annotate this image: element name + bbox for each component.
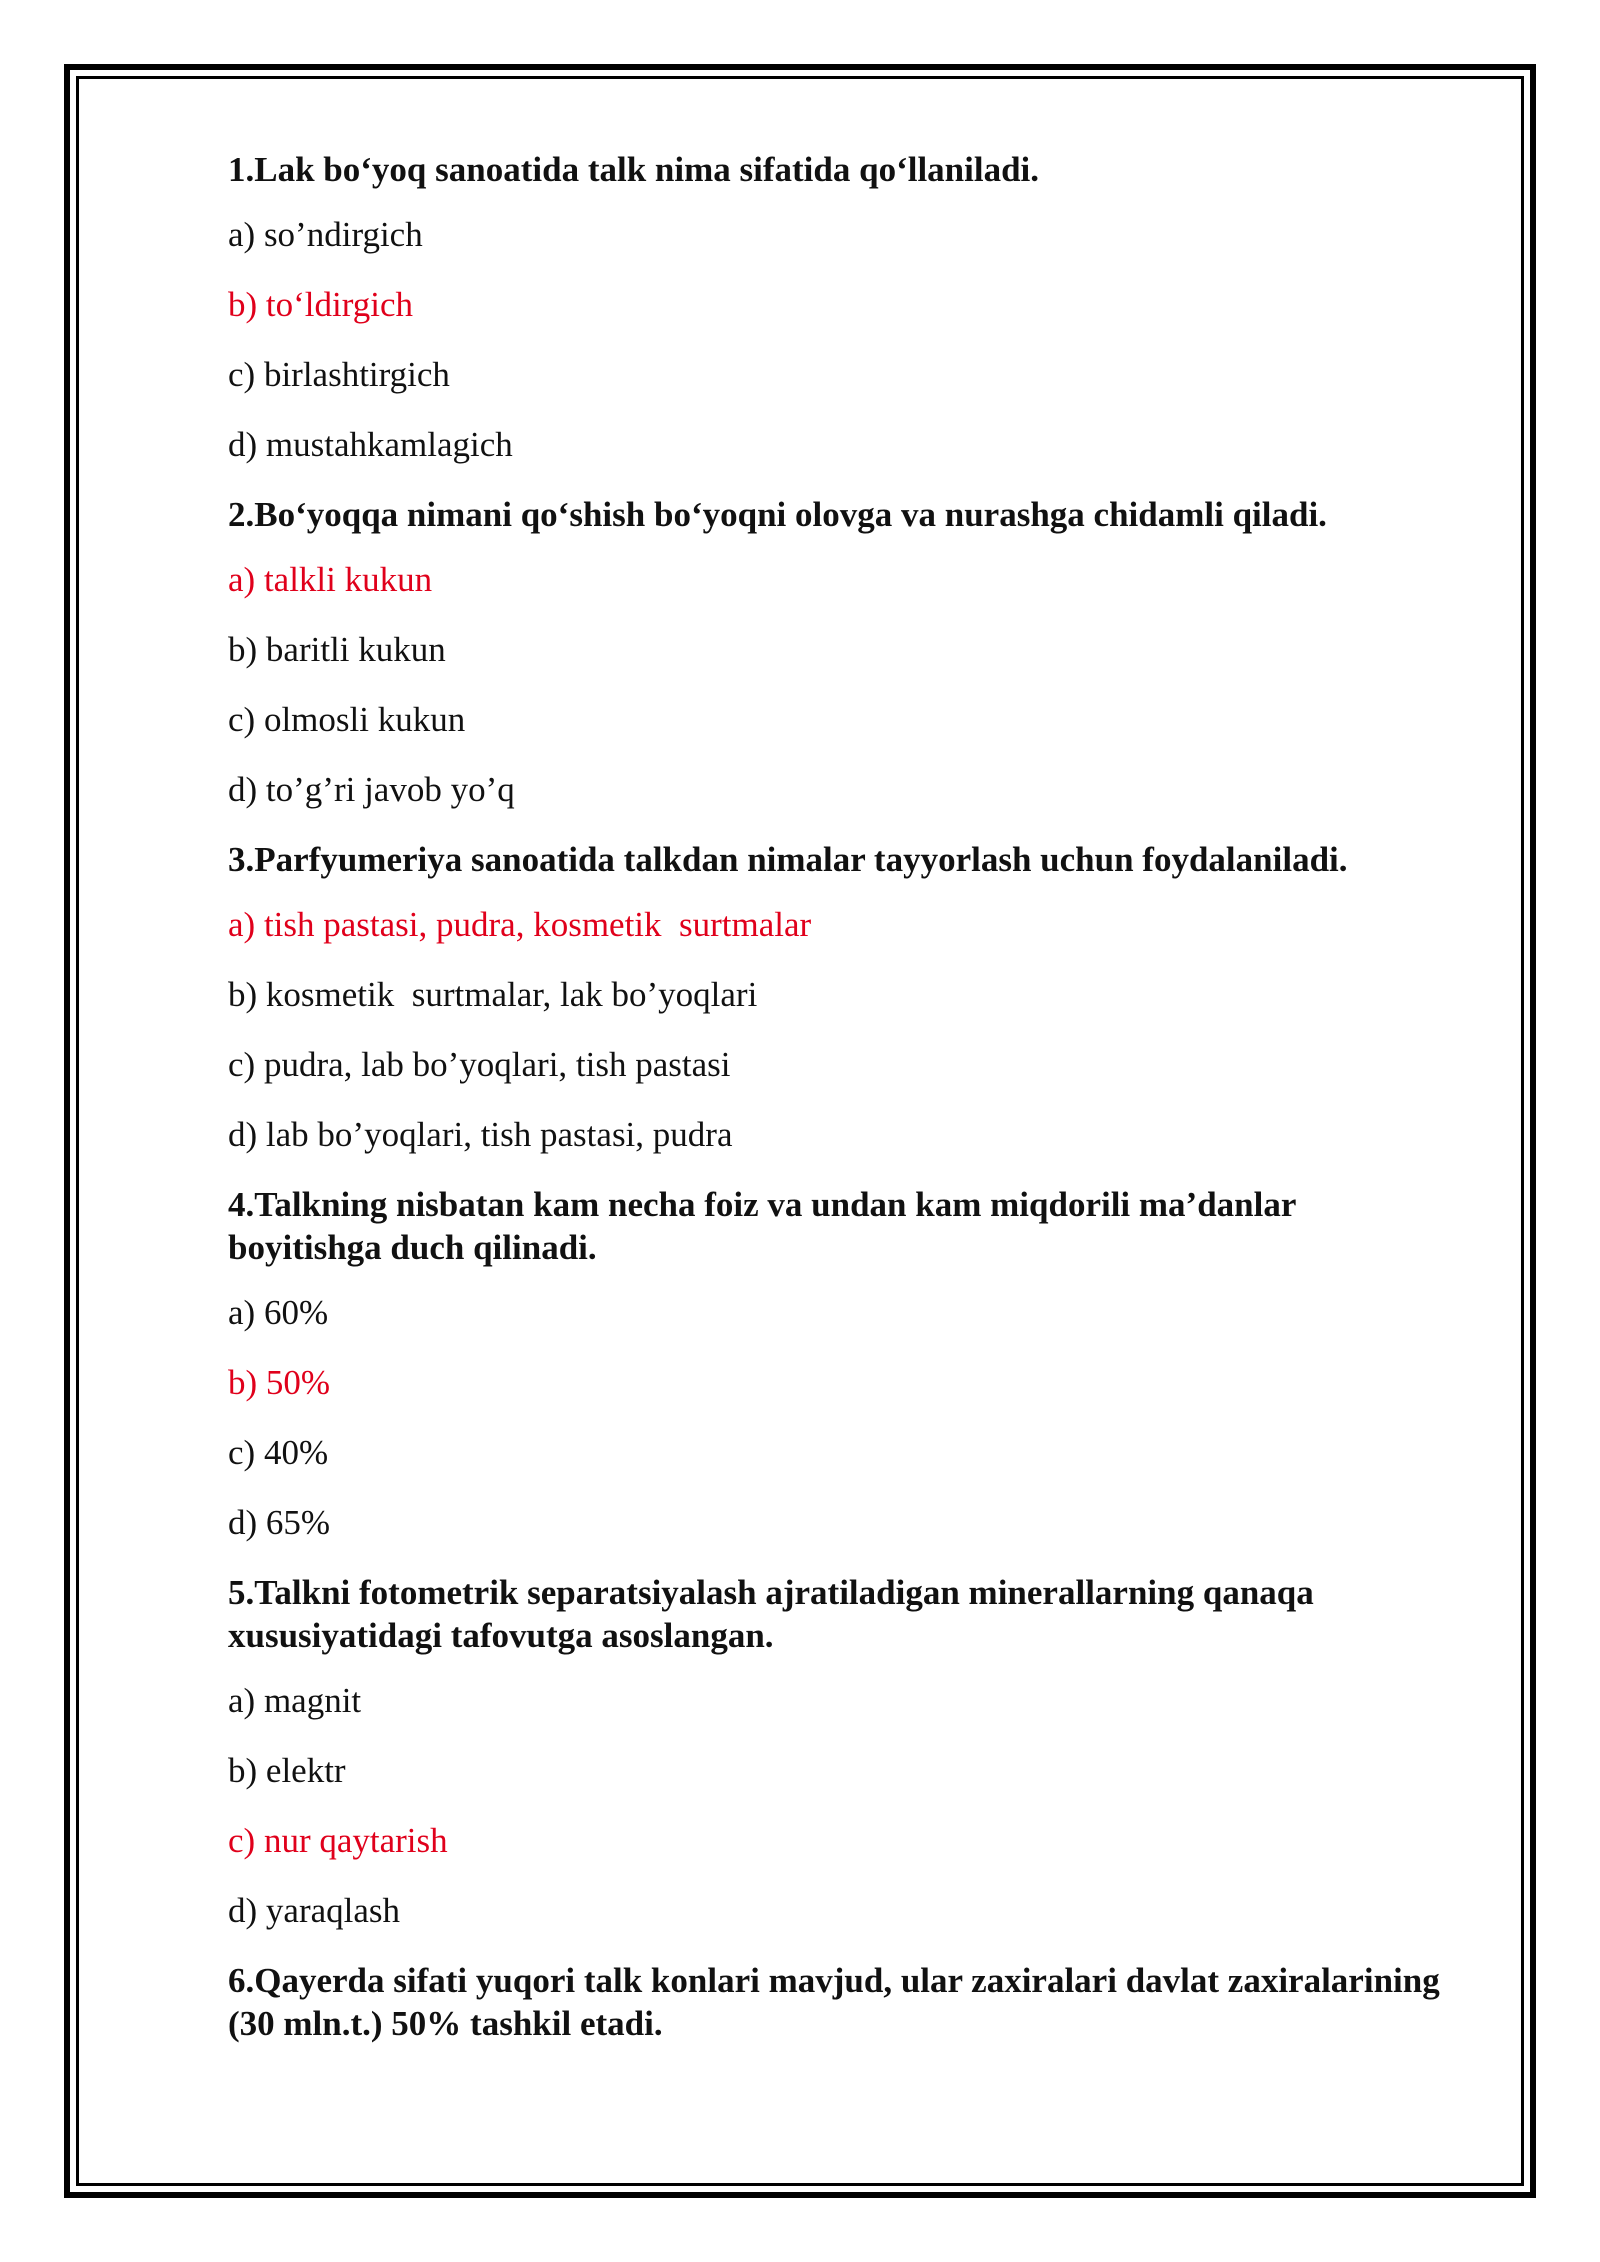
answer-option: d) yaraqlash [228, 1891, 401, 1930]
answer-option: b) kosmetik surtmalar, lak bo’yoqlari [228, 975, 758, 1014]
answer-option: a) so’ndirgich [228, 215, 423, 254]
correct-answer-option: b) 50% [228, 1363, 331, 1402]
question-block-1 [228, 148, 1458, 466]
correct-answer-option: a) talkli kukun [228, 560, 433, 599]
question-3: 3.Parfyumeriya sanoatida talkdan nimalar tayyorlash uchun foydalaniladi. [228, 840, 1348, 879]
answer-option: d) to’g’ri javob yo’q [228, 770, 515, 809]
answer-option: b) baritli kukun [228, 630, 446, 669]
answer-option: a) 60% [228, 1293, 329, 1332]
answer-option: c) pudra, lab bo’yoqlari, tish pastasi [228, 1045, 731, 1084]
question-4: 4.Talkning nisbatan kam necha foiz va undan kam miqdorili ma’danlar boyitishga duch qilinadi. [228, 1185, 1296, 1267]
correct-answer-option: b) to‘ldirgich [228, 285, 414, 324]
answer-option: d) 65% [228, 1503, 331, 1542]
question-5: 5.Talkni fotometrik separatsiyalash ajratiladigan minerallarning qanaqa xususiyatidagi tafovutga asoslangan. [228, 1573, 1314, 1655]
question-6: 6.Qayerda sifati yuqori talk konlari mavjud, ular zaxiralari davlat zaxiralarining (30 mln.t.) 50% tashkil etadi. [228, 1961, 1440, 2043]
answer-option: c) birlashtirgich [228, 355, 450, 394]
question-block-4 [228, 1183, 1458, 1544]
answer-option: d) mustahkamlagich [228, 425, 513, 464]
answer-option: c) 40% [228, 1433, 329, 1472]
correct-answer-option: a) tish pastasi, pudra, kosmetik surtmalar [228, 905, 812, 944]
answer-option: c) olmosli kukun [228, 700, 466, 739]
correct-answer-option: c) nur qaytarish [228, 1821, 448, 1860]
question-block-3 [228, 838, 1458, 1156]
answer-option: b) elektr [228, 1751, 346, 1790]
answer-option: a) magnit [228, 1681, 362, 1720]
question-block-2 [228, 493, 1458, 811]
question-2: 2.Bo‘yoqqa nimani qo‘shish bo‘yoqni olovga va nurashga chidamli qiladi. [228, 495, 1327, 534]
quiz-content [228, 148, 1458, 2067]
answer-option: d) lab bo’yoqlari, tish pastasi, pudra [228, 1115, 733, 1154]
question-block-5 [228, 1571, 1458, 1932]
question-block-6 [228, 1959, 1458, 2045]
question-1: 1.Lak bo‘yoq sanoatida talk nima sifatida qo‘llaniladi. [228, 150, 1040, 189]
